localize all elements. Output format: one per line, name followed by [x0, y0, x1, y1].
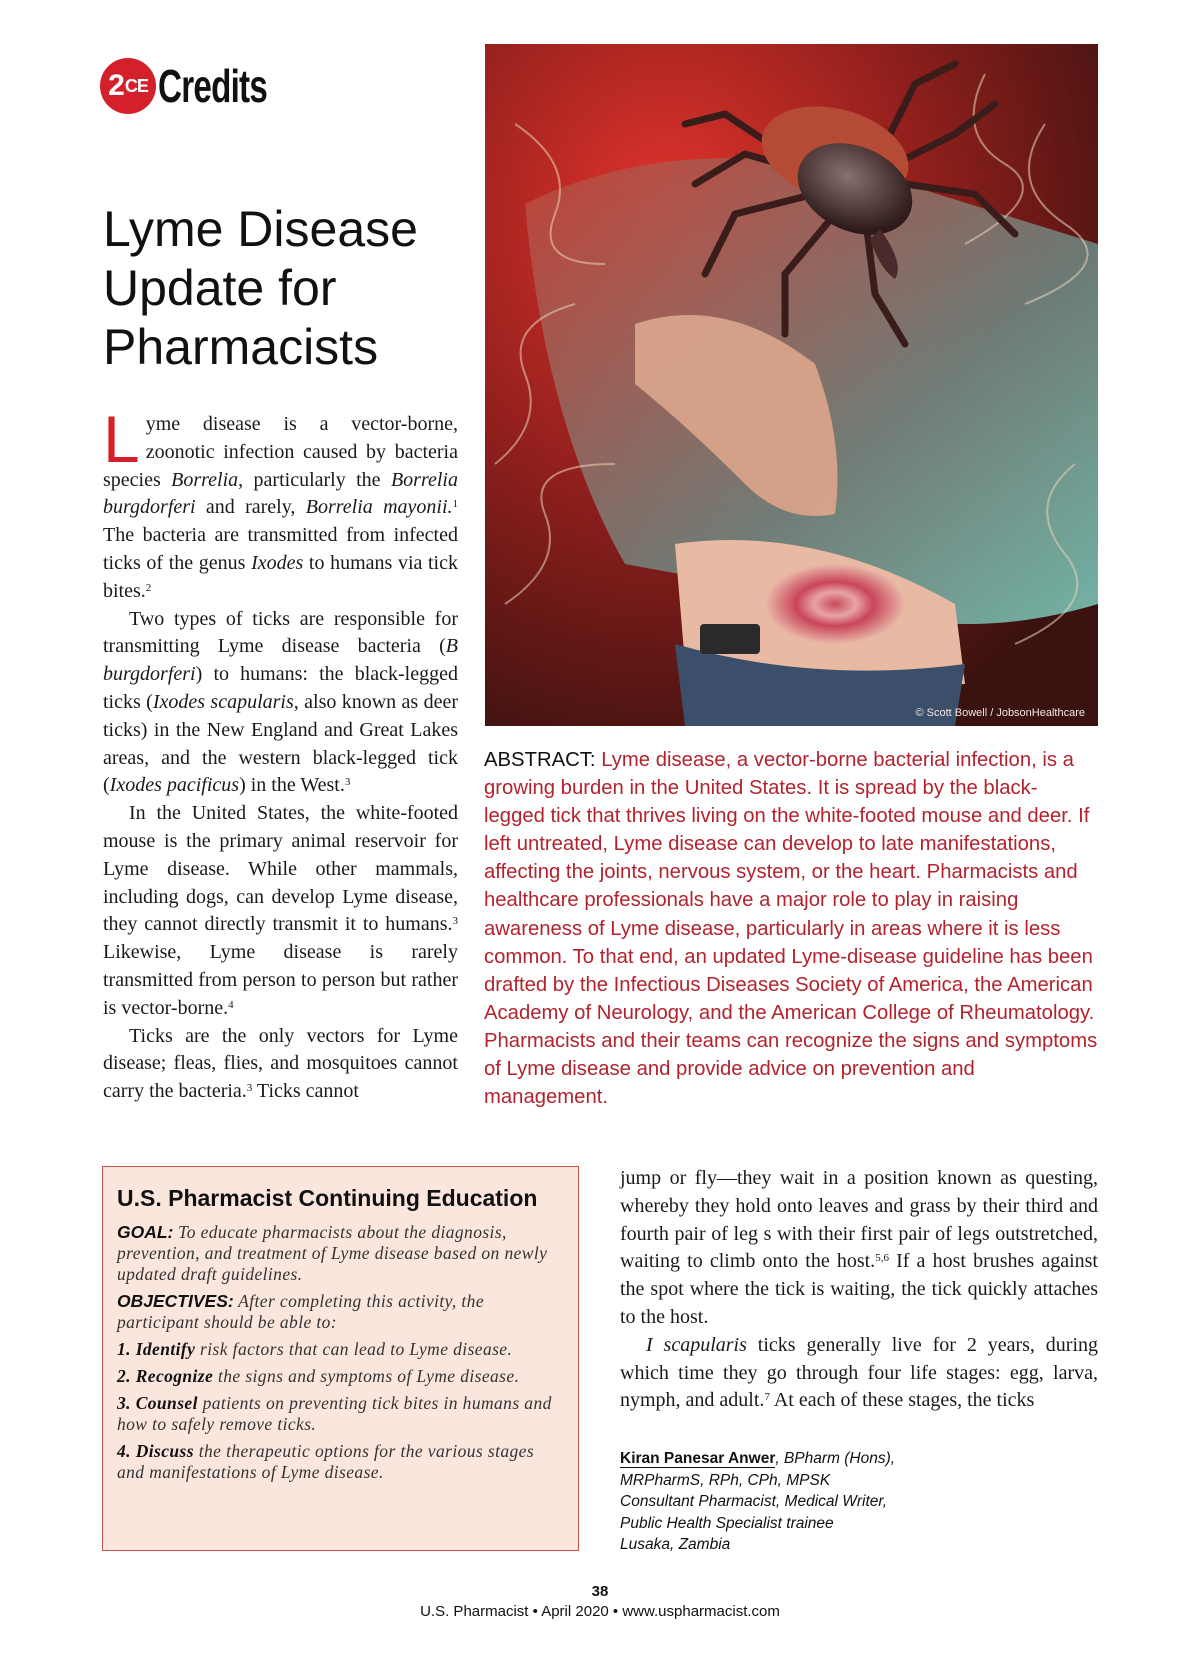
citation: 3: [452, 915, 458, 928]
title-line-1: Lyme Disease: [103, 201, 418, 257]
body-text: , particularly the: [238, 468, 391, 491]
body-italic: Borrelia mayonii.: [305, 496, 453, 519]
ce-objectives-intro: [117, 1291, 564, 1333]
author-line-1: [620, 1448, 1000, 1470]
ce-credits-badge: [100, 58, 309, 114]
author-role: Consultant Pharmacist, Medical Writer,: [620, 1493, 888, 1510]
abstract-label: ABSTRACT:: [484, 749, 596, 771]
body-paragraph-4: [103, 1023, 458, 1106]
tick-illustration: [485, 44, 1098, 726]
drop-cap: L: [103, 402, 140, 476]
author-credentials-2: MRPharmS, RPh, CPh, MPSK: [620, 1471, 831, 1489]
body-text: and rarely,: [195, 496, 306, 519]
body-text: ) to humans: the black-legged ticks (: [103, 663, 458, 713]
citation: 2: [145, 581, 152, 594]
body-italic: Ixodes pacificus: [109, 774, 240, 797]
ce-objective-verb: 2. Recognize: [117, 1366, 214, 1386]
abstract-text: Lyme disease, a vector-borne bacterial infection, is a growing burden in the United States. It is spread by the black-legged tick that thrives living on the white-footed mouse and deer. If left untreated, Lyme disease can develop to late manifestations, affecting the joints, nervous system, or the heart. Pharmacists and healthcare professionals have a major role to play in raising awareness of Lyme disease, particularly in areas where it is less common. To that end, an updated Lyme-disease guideline has been drafted by the Infectious Diseases Society of America, the American Academy of Neurology, and the American College of Rheumatology. Pharmacists and their teams can recognize the signs and symptoms of Lyme disease and provide advice on prevention and management.: [484, 749, 1098, 1109]
body-column-left: [103, 402, 459, 1106]
body-paragraph-1: [103, 402, 458, 606]
body-text: Two types of ticks are responsible for transmitting Lyme disease bacteria (: [103, 607, 458, 658]
footer-line: U.S. Pharmacist • April 2020 • www.uspharmacist.com: [420, 1603, 780, 1620]
citation: 7: [764, 1391, 770, 1404]
ce-goal-label: GOAL:: [117, 1222, 174, 1242]
ce-objective-verb: 4. Discuss: [117, 1441, 194, 1461]
body-text: The bacteria are transmitted from infected ticks of the genus: [103, 524, 458, 574]
body-italic: I scapularis: [646, 1333, 747, 1356]
body-paragraph-3: [103, 800, 458, 1022]
body-paragraph-2: [103, 606, 458, 801]
ce-badge-circle: [100, 58, 156, 114]
ce-goal: [117, 1222, 564, 1285]
body-italic: Ixodes scapularis: [152, 690, 294, 713]
author-credentials: , BPharm (Hons),: [775, 1450, 896, 1467]
body-italic: Borrelia: [171, 468, 239, 491]
citation: 1: [452, 498, 458, 511]
body-paragraph-5: [620, 1165, 1098, 1332]
citation: 5,6: [875, 1252, 889, 1265]
body-text: yme disease is a vector-borne, zoonotic infection caused by bacteria species: [103, 413, 458, 491]
body-text: If a host brushes against the spot where the tick is waiting, the tick quickly attaches to the host.: [620, 1250, 1098, 1328]
ce-objective-verb: 1. Identify: [117, 1339, 196, 1359]
ce-objective-text: the signs and symptoms of Lyme disease.: [213, 1366, 520, 1386]
ce-objective-text: the therapeutic options for the various stages and manifestations of Lyme disease.: [117, 1441, 535, 1482]
author-location: Lusaka, Zambia: [620, 1536, 731, 1553]
ce-objective-text: patients on preventing tick bites in humans and how to safely remove ticks.: [117, 1393, 552, 1434]
ce-objective-text: risk factors that can lead to Lyme disease.: [195, 1339, 513, 1359]
ce-objective-3: [117, 1393, 564, 1435]
body-italic: Borrelia burgdorferi: [103, 468, 458, 519]
body-text: Ticks cannot: [252, 1080, 359, 1103]
body-text: At each of these stages, the ticks: [769, 1389, 1035, 1412]
ce-objective-1: [117, 1339, 564, 1360]
ce-badge-label: Credits: [158, 60, 268, 112]
ce-objective-verb: 3. Counsel: [117, 1393, 198, 1413]
ce-objective-2: [117, 1366, 564, 1387]
author-role-2: Public Health Specialist trainee: [620, 1514, 834, 1532]
body-text: Likewise, Lyme disease is rarely transmitted from person to person but rather is vector-borne.: [103, 941, 458, 1019]
ce-goal-text: To educate pharmacists about the diagnosis, prevention, and treatment of Lyme disease based on newly updated draft guidelines.: [117, 1222, 548, 1284]
illustration-art: [485, 44, 1098, 726]
citation: 3: [246, 1082, 253, 1095]
body-text: jump or fly—they wait in a position known as questing, whereby they hold onto leaves and grass by their third and fourth pair of leg s with their first pair of legs outstretched, waiting to climb onto the host.: [620, 1167, 1098, 1273]
author-block: [620, 1448, 1000, 1556]
ce-objectives-text: After completing this activity, the participant should be able to:: [117, 1291, 484, 1332]
ce-info-box: [102, 1166, 579, 1551]
ce-box-heading: U.S. Pharmacist Continuing Education: [117, 1185, 538, 1211]
ce-badge-ce: CE: [124, 75, 148, 96]
body-italic: Ixodes: [251, 551, 304, 574]
body-column-right: [620, 1165, 1098, 1415]
body-text: ) in the West.: [239, 774, 345, 797]
author-name: Kiran Panesar Anwer: [620, 1450, 776, 1467]
title-line-2: Update for: [103, 260, 337, 316]
body-text: to humans via tick bites.: [103, 551, 458, 602]
body-text: Ticks are the only vectors for Lyme disease; fleas, flies, and mosquitoes cannot carry the bacteria.: [103, 1024, 458, 1103]
article-title: [103, 200, 483, 377]
abstract: [484, 746, 1098, 1111]
citation: 4: [228, 998, 234, 1011]
title-line-3: Pharmacists: [103, 319, 379, 375]
citation: 3: [344, 776, 351, 789]
body-text: In the United States, the white-footed mouse is the primary animal reservoir for Lyme disease. While other mammals, including dogs, can develop Lyme disease, they cannot directly transmit it to humans.: [103, 802, 458, 936]
body-text: , also known as deer ticks) in the New England and Great Lakes areas, and the western black-legged tick (: [103, 690, 459, 797]
ce-badge-number: 2: [108, 69, 124, 102]
body-italic: B burgdorferi: [103, 635, 458, 686]
page-number: 38: [591, 1583, 609, 1600]
image-credit: © Scott Bowell / JobsonHealthcare: [915, 707, 1085, 719]
body-paragraph-6: [620, 1332, 1098, 1415]
ce-objectives-label: OBJECTIVES:: [117, 1291, 234, 1311]
ce-objective-4: [117, 1441, 564, 1483]
body-text: ticks generally live for 2 years, during which time they go through four life stages: egg, larva, nymph, and adult.: [620, 1333, 1098, 1412]
